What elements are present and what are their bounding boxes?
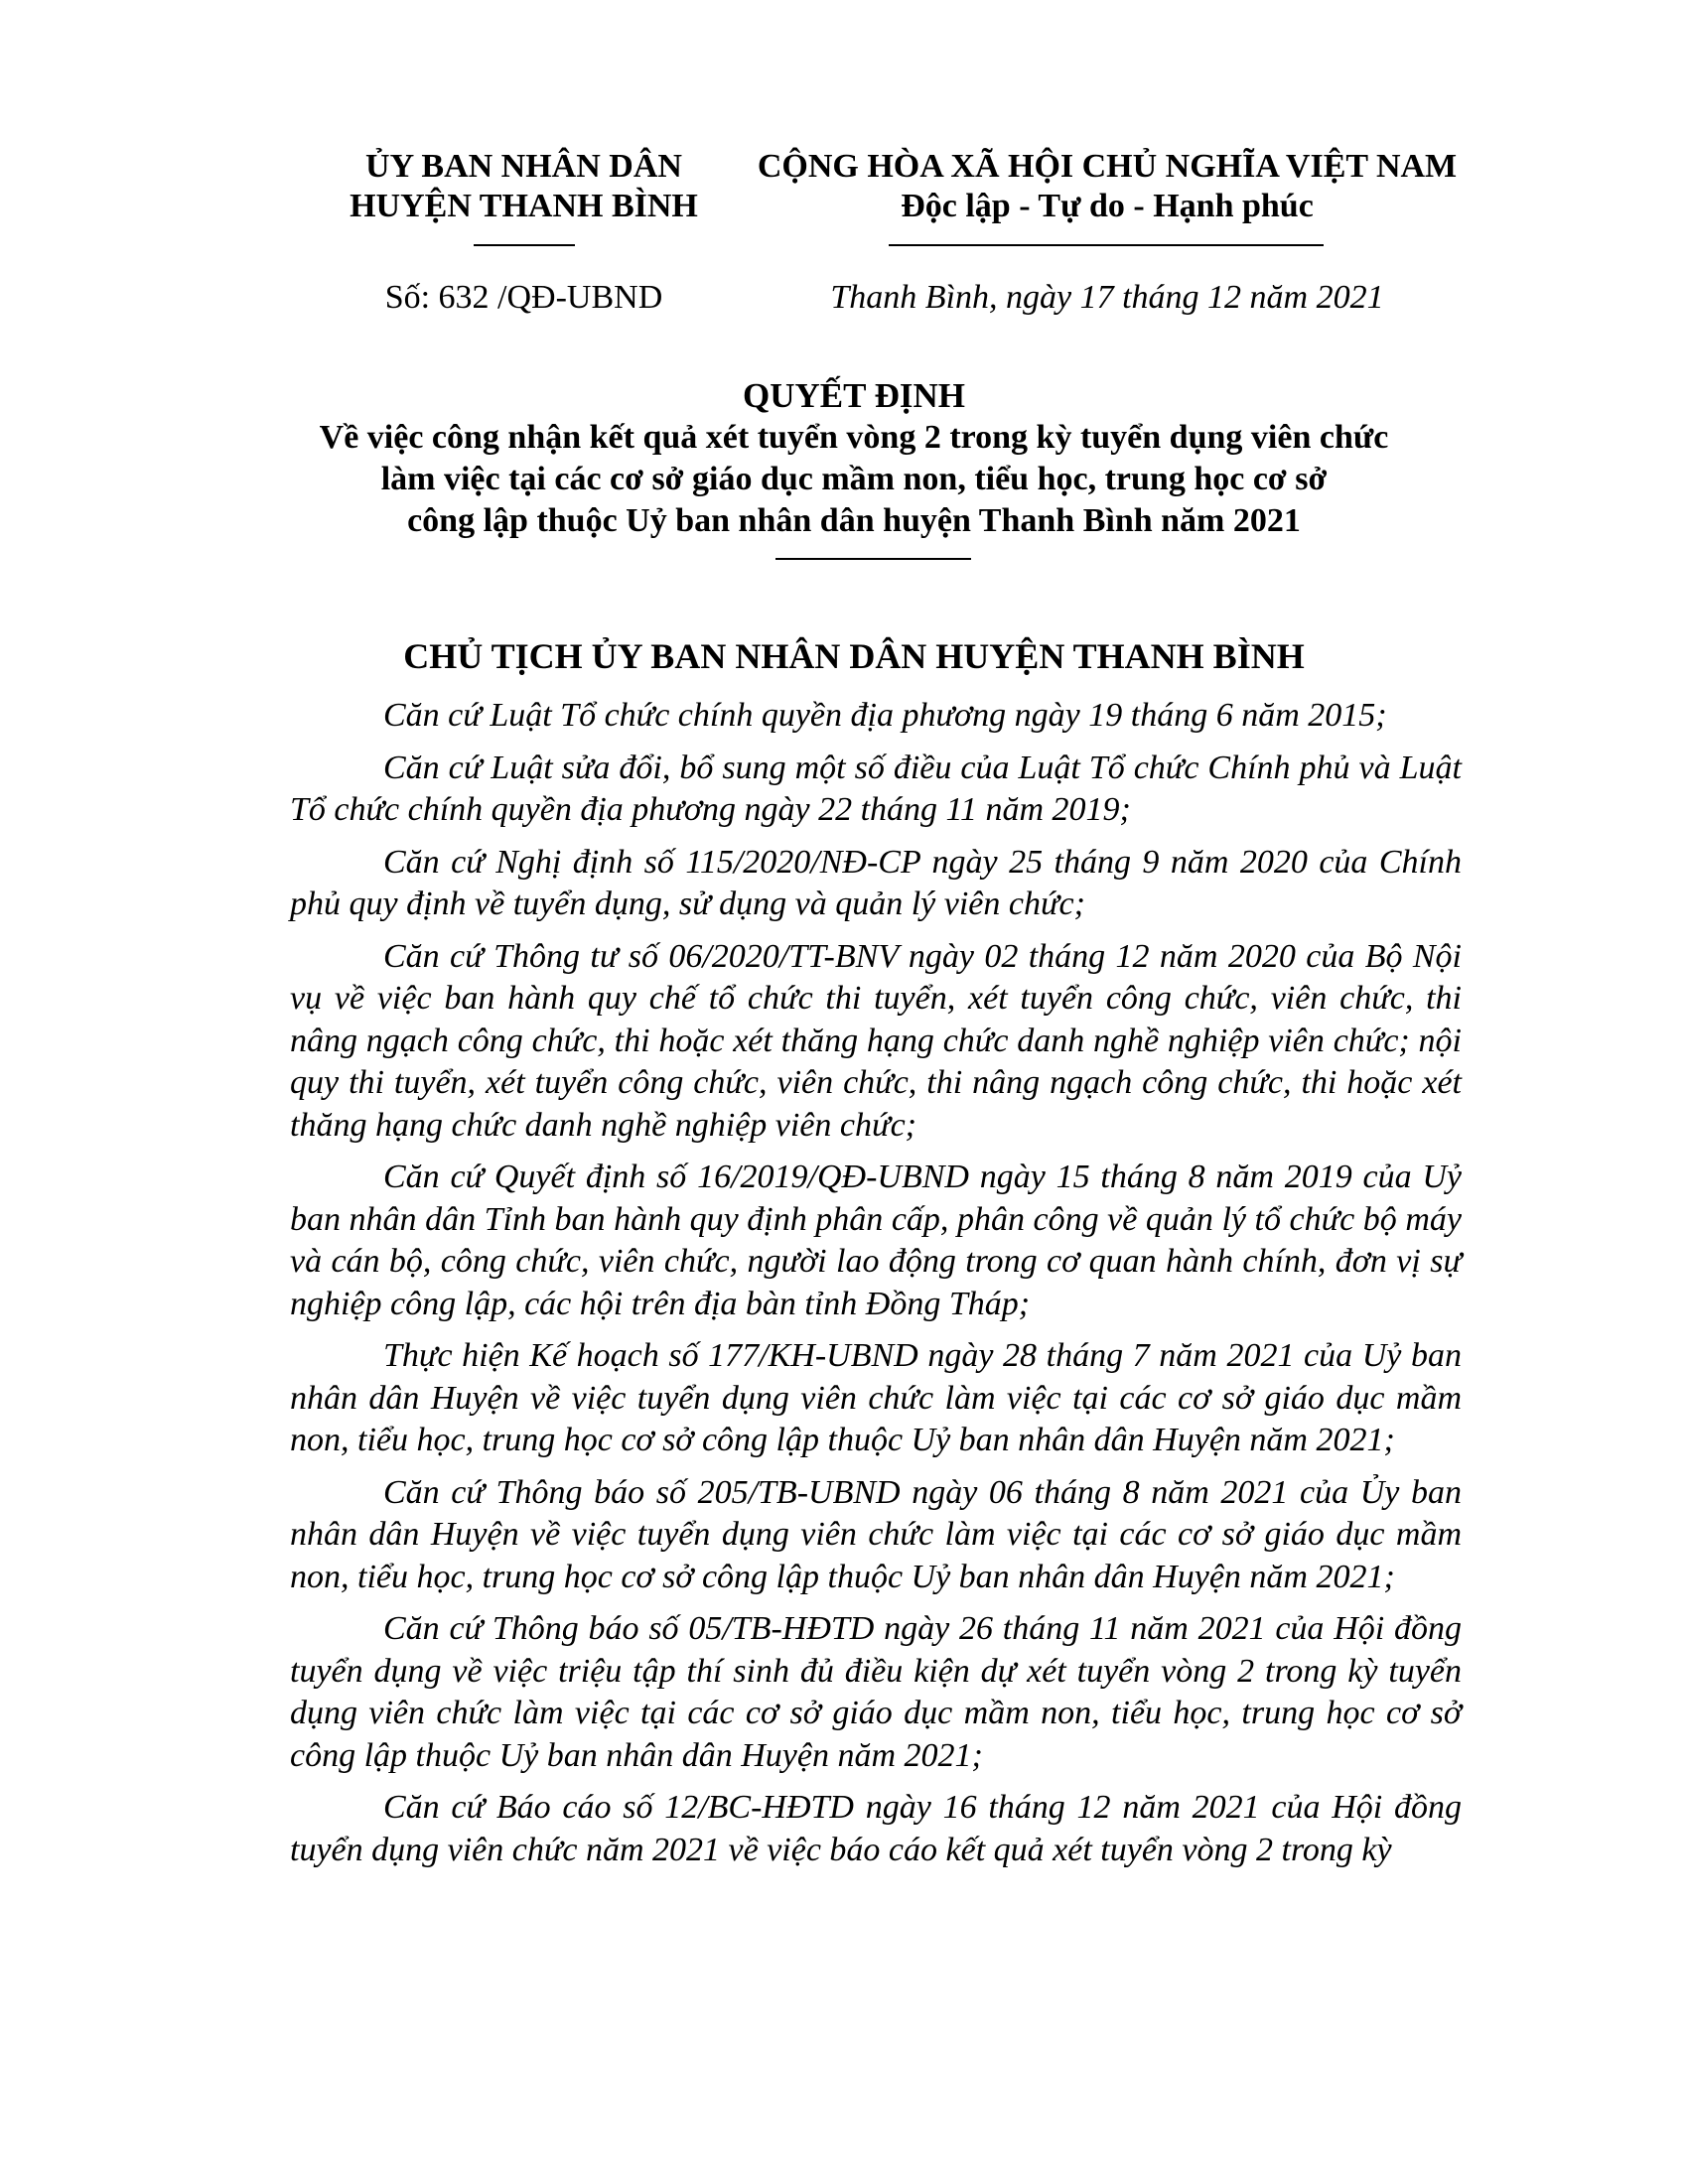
place-and-date: Thanh Bình, ngày 17 tháng 12 năm 2021 (830, 279, 1384, 316)
basis-paragraph: Căn cứ Luật Tổ chức chính quyền địa phương ngày 19 tháng 6 năm 2015; (383, 697, 1387, 734)
nation-line-2: Độc lập - Tự do - Hạnh phúc (901, 188, 1314, 224)
basis-paragraph: Căn cứ Thông báo số 205/TB-UBND ngày 06 tháng 8 năm 2021 của Ủy ban nhân dân Huyện về việc tuyển dụng viên chức làm việc tại các cơ sở giáo dục mầm non, tiểu học, trung học cơ sở công lập thuộc Uỷ ban nhân dân Huyện năm 2021; (290, 1473, 1462, 1595)
agency-line-1: ỦY BAN NHÂN DÂN (365, 148, 682, 185)
subtitle-line: Về việc công nhận kết quả xét tuyển vòng 2 trong kỳ tuyển dụng viên chức (319, 419, 1389, 456)
basis-paragraph: Căn cứ Nghị định số 115/2020/NĐ-CP ngày 25 tháng 9 năm 2020 của Chính phủ quy định về tuyển dụng, sử dụng và quản lý viên chức; (290, 843, 1462, 922)
agency-underline (474, 244, 575, 246)
legal-basis (290, 695, 1462, 1881)
subtitle-line: công lập thuộc Uỷ ban nhân dân huyện Thanh Bình năm 2021 (407, 502, 1301, 539)
document-number: Số: 632 /QĐ-UBND (384, 279, 663, 316)
decision-title: QUYẾT ĐỊNH (743, 376, 965, 415)
issuing-authority: CHỦ TỊCH ỦY BAN NHÂN DÂN HUYỆN THANH BÌNH (403, 636, 1305, 676)
motto-underline (889, 244, 1324, 246)
decision-subtitle (238, 417, 1470, 542)
issuing-agency (298, 147, 750, 226)
subtitle-line: làm việc tại các cơ sở giáo dục mầm non, tiểu học, trung học cơ sở (380, 461, 1328, 497)
basis-paragraph: Căn cứ Thông tư số 06/2020/TT-BNV ngày 02 tháng 12 năm 2020 của Bộ Nội vụ về việc ban hành quy chế tổ chức thi tuyển, xét tuyển công chức, viên chức, thi nâng ngạch công chức, thi hoặc xét thăng hạng chức danh nghề nghiệp viên chức; nội quy thi tuyển, xét tuyển công chức, viên chức, thi nâng ngạch công chức, thi hoặc xét thăng hạng chức danh nghề nghiệp viên chức; (290, 937, 1462, 1144)
basis-paragraph: Căn cứ Luật sửa đổi, bổ sung một số điều của Luật Tổ chức Chính phủ và Luật Tổ chức chính quyền địa phương ngày 22 tháng 11 năm 2019; (290, 749, 1462, 828)
title-underline (775, 558, 971, 560)
basis-paragraph: Căn cứ Quyết định số 16/2019/QĐ-UBND ngày 15 tháng 8 năm 2019 của Uỷ ban nhân dân Tỉnh ban hành quy định phân cấp, phân công về quản lý tổ chức bộ máy và cán bộ, công chức, viên chức, người lao động trong cơ quan hành chính, đơn vị sự nghiệp công lập, các hội trên địa bàn tỉnh Đồng Tháp; (290, 1159, 1462, 1322)
basis-paragraph: Căn cứ Báo cáo số 12/BC-HĐTD ngày 16 tháng 12 năm 2021 của Hội đồng tuyển dụng viên chức năm 2021 về việc báo cáo kết quả xét tuyển vòng 2 trong kỳ (290, 1789, 1462, 1868)
basis-paragraph: Thực hiện Kế hoạch số 177/KH-UBND ngày 28 tháng 7 năm 2021 của Uỷ ban nhân dân Huyện về việc tuyển dụng viên chức làm việc tại các cơ sở giáo dục mầm non, tiểu học, trung học cơ sở công lập thuộc Uỷ ban nhân dân Huyện năm 2021; (290, 1337, 1462, 1458)
nation-line-1: CỘNG HÒA XÃ HỘI CHỦ NGHĨA VIỆT NAM (757, 148, 1458, 185)
agency-line-2: HUYỆN THANH BÌNH (350, 188, 698, 224)
national-motto (750, 147, 1465, 226)
basis-paragraph: Căn cứ Thông báo số 05/TB-HĐTD ngày 26 tháng 11 năm 2021 của Hội đồng tuyển dụng về việc triệu tập thí sinh đủ điều kiện dự xét tuyển vòng 2 trong kỳ tuyển dụng viên chức làm việc tại các cơ sở giáo dục mầm non, tiểu học, trung học cơ sở công lập thuộc Uỷ ban nhân dân Huyện năm 2021; (290, 1610, 1462, 1774)
